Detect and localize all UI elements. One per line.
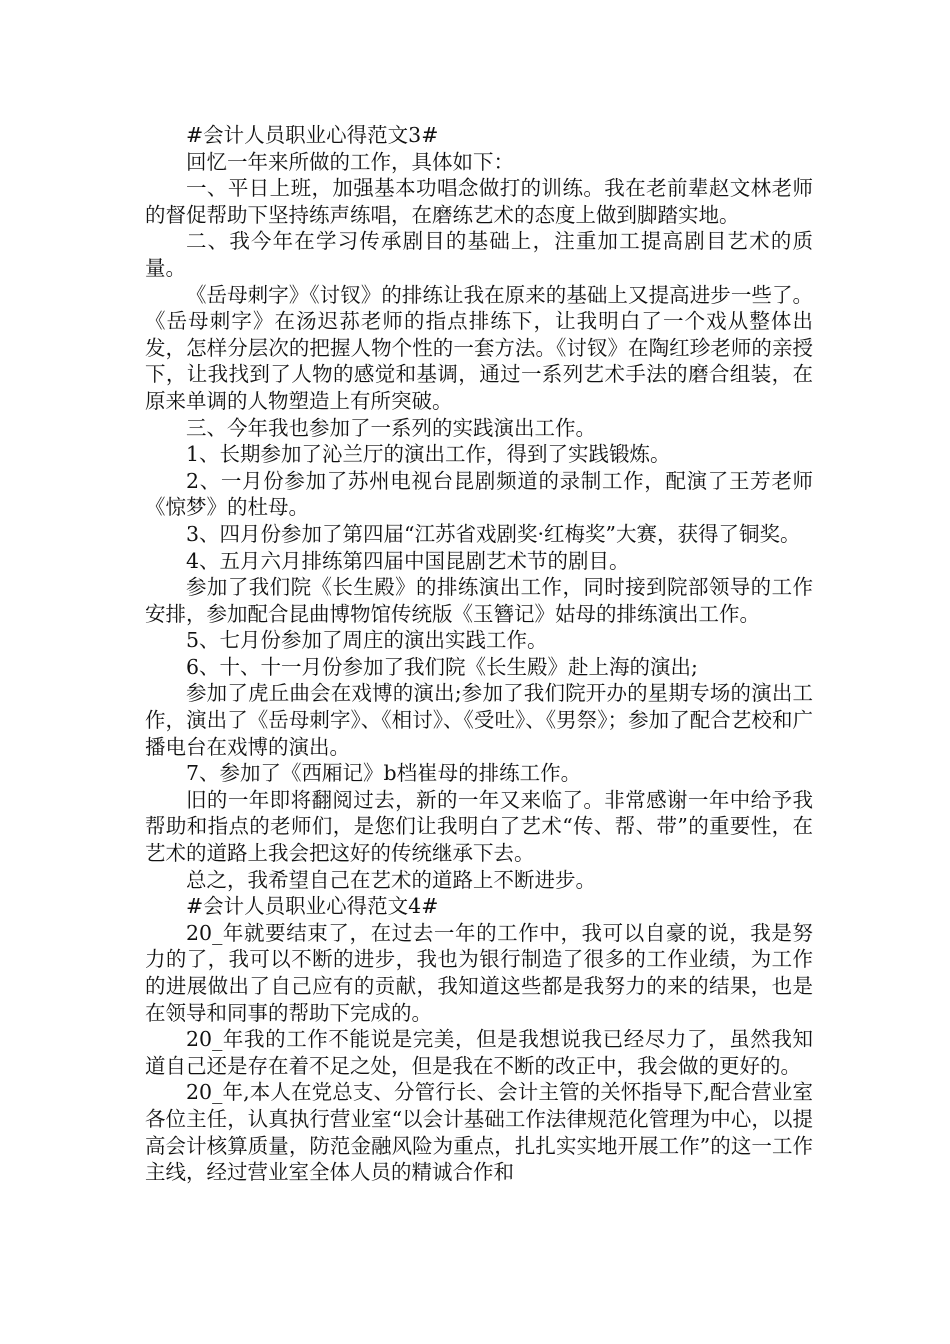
list-item: 1、长期参加了沁兰厅的演出工作，得到了实践锻炼。	[186, 442, 671, 467]
list-item: 3、四月份参加了第四届“江苏省戏剧奖·红梅奖”大赛，获得了铜奖。	[186, 521, 801, 546]
list-item: 5、七月份参加了周庄的演出实践工作。	[186, 628, 548, 653]
paragraph: 回忆一年来所做的工作，具体如下：	[186, 149, 514, 174]
paragraph: 《岳母刺字》《讨钗》的排练让我在原来的基础上又提高进步一些了。《岳母刺字》在汤迟荪老师的指点排练下，让我明白了一个戏从整体出发，怎样分层次的把握人物个性的一套方法。《讨钗》在陶红珍老师的亲授下，让我找到了人物的感觉和基调，通过一系列艺术手法的磨合组装，在原来单调的人物塑造上有所突破。	[145, 282, 813, 413]
paragraph: 总之，我希望自己在艺术的道路上不断进步。	[186, 867, 596, 892]
paragraph: 二、我今年在学习传承剧目的基础上，注重加工提高剧目艺术的质量。	[145, 229, 813, 280]
document-body	[145, 122, 813, 1186]
paragraph: 20_年,本人在党总支、分管行长、会计主管的关怀指导下,配合营业室各位主任，认真执行营业室“以会计基础工作法律规范化管理为中心，以提高会计核算质量，防范金融风险为重点，扎扎实实地开展工作”的这一工作主线，经过营业室全体人员的精诚合作和	[145, 1080, 813, 1185]
list-item: 6、十、十一月份参加了我们院《长生殿》赴上海的演出;	[186, 654, 698, 679]
list-item: 2、一月份参加了苏州电视台昆剧频道的录制工作，配演了王芳老师《惊梦》的杜母。	[145, 468, 813, 520]
list-item: 4、五月六月排练第四届中国昆剧艺术节的剧目。	[186, 548, 630, 573]
paragraph: 参加了我们院《长生殿》的排练演出工作，同时接到院部领导的工作安排，参加配合昆曲博物馆传统版《玉簪记》姑母的排练演出工作。	[145, 575, 813, 626]
list-item: 7、参加了《西厢记》b档崔母的排练工作。	[186, 761, 582, 786]
paragraph: 一、平日上班，加强基本功唱念做打的训练。我在老前辈赵文林老师的督促帮助下坚持练声练唱，在磨练艺术的态度上做到脚踏实地。	[145, 176, 813, 227]
paragraph: 20_年我的工作不能说是完美，但是我想说我已经尽力了，虽然我知道自己还是存在着不足之处，但是我在不断的改正中，我会做的更好的。	[145, 1027, 813, 1078]
paragraph: 20_年就要结束了，在过去一年的工作中，我可以自豪的说，我是努力的了，我可以不断的进步，我也为银行制造了很多的工作业绩，为工作的进展做出了自己应有的贡献，我知道这些都是我努力的来的结果，也是在领导和同事的帮助下完成的。	[145, 920, 813, 1025]
paragraph: 三、今年我也参加了一系列的实践演出工作。	[186, 415, 596, 440]
section-heading-4: #会计人员职业心得范文4#	[186, 894, 439, 919]
paragraph: 参加了虎丘曲会在戏博的演出;参加了我们院开办的星期专场的演出工作，演出了《岳母刺字》、《相讨》、《受吐》、《男祭》；参加了配合艺校和广播电台在戏博的演出。	[145, 681, 813, 759]
section-heading-3: #会计人员职业心得范文3#	[186, 123, 439, 147]
paragraph: 旧的一年即将翻阅过去，新的一年又来临了。非常感谢一年中给予我帮助和指点的老师们，是您们让我明白了艺术“传、帮、带”的重要性，在艺术的道路上我会把这好的传统继承下去。	[145, 787, 813, 866]
